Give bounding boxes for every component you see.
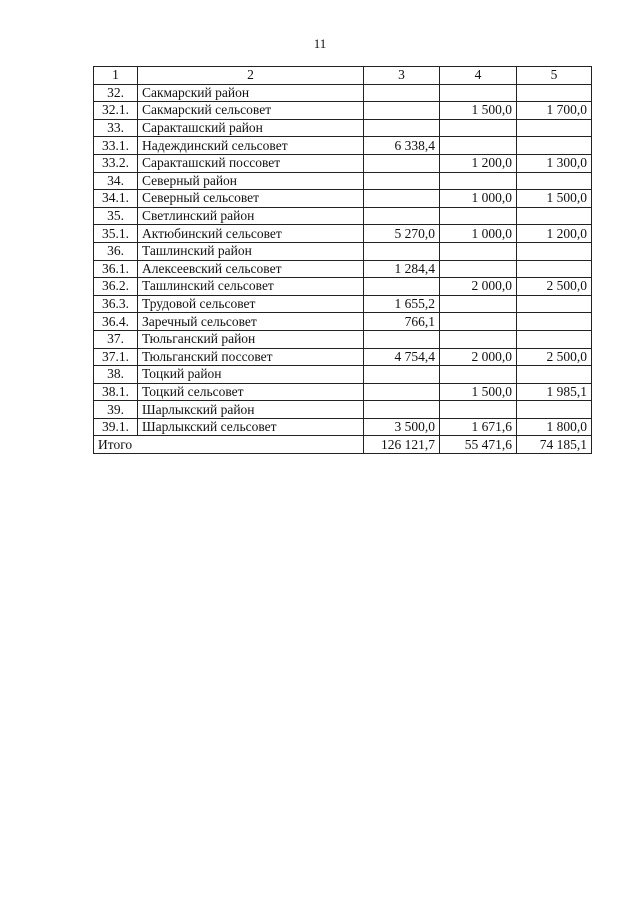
- row-col3-cell: [364, 366, 440, 384]
- total-row: [94, 436, 592, 454]
- header-cell-5: 5: [517, 67, 592, 85]
- table-row: [94, 242, 592, 260]
- row-number-cell: 34.1.: [94, 190, 138, 208]
- header-cell-3: 3: [364, 67, 440, 85]
- row-name-cell: Северный сельсовет: [138, 190, 364, 208]
- table-row: [94, 119, 592, 137]
- row-col4-cell: [440, 137, 517, 155]
- row-col5-cell: [517, 137, 592, 155]
- row-name-cell: Тоцкий сельсовет: [138, 383, 364, 401]
- row-col3-cell: [364, 102, 440, 120]
- table-row: [94, 295, 592, 313]
- row-col4-cell: [440, 366, 517, 384]
- row-col3-cell: [364, 242, 440, 260]
- row-number-cell: 38.1.: [94, 383, 138, 401]
- row-col4-cell: [440, 207, 517, 225]
- row-col4-cell: 1 000,0: [440, 190, 517, 208]
- row-name-cell: Актюбинский сельсовет: [138, 225, 364, 243]
- row-col4-cell: 1 200,0: [440, 154, 517, 172]
- row-col3-cell: 1 284,4: [364, 260, 440, 278]
- row-col3-cell: [364, 172, 440, 190]
- row-col5-cell: [517, 295, 592, 313]
- row-number-cell: 37.1.: [94, 348, 138, 366]
- table-body: [94, 67, 592, 454]
- row-number-cell: 36.4.: [94, 313, 138, 331]
- row-col5-cell: [517, 84, 592, 102]
- row-name-cell: Надеждинский сельсовет: [138, 137, 364, 155]
- row-number-cell: 37.: [94, 330, 138, 348]
- row-number-cell: 33.: [94, 119, 138, 137]
- row-col4-cell: 1 000,0: [440, 225, 517, 243]
- row-col4-cell: 1 500,0: [440, 102, 517, 120]
- row-number-cell: 39.1.: [94, 418, 138, 436]
- table-row: [94, 137, 592, 155]
- table-row: [94, 84, 592, 102]
- row-col5-cell: [517, 207, 592, 225]
- table-row: [94, 102, 592, 120]
- row-number-cell: 36.: [94, 242, 138, 260]
- row-col3-cell: 766,1: [364, 313, 440, 331]
- row-name-cell: Алексеевский сельсовет: [138, 260, 364, 278]
- row-col3-cell: [364, 207, 440, 225]
- row-col5-cell: 1 985,1: [517, 383, 592, 401]
- row-col4-cell: 1 500,0: [440, 383, 517, 401]
- row-number-cell: 34.: [94, 172, 138, 190]
- table-row: [94, 172, 592, 190]
- row-col4-cell: 2 000,0: [440, 278, 517, 296]
- table-header-row: [94, 67, 592, 85]
- row-col4-cell: [440, 401, 517, 419]
- row-col5-cell: [517, 119, 592, 137]
- table-row: [94, 401, 592, 419]
- table-row: [94, 207, 592, 225]
- row-col5-cell: 1 700,0: [517, 102, 592, 120]
- row-col5-cell: 1 300,0: [517, 154, 592, 172]
- row-col3-cell: 6 338,4: [364, 137, 440, 155]
- table-row: [94, 154, 592, 172]
- row-col4-cell: [440, 330, 517, 348]
- row-name-cell: Светлинский район: [138, 207, 364, 225]
- row-col5-cell: [517, 401, 592, 419]
- row-col5-cell: [517, 366, 592, 384]
- row-name-cell: Саракташский поссовет: [138, 154, 364, 172]
- row-col5-cell: 1 800,0: [517, 418, 592, 436]
- row-col5-cell: [517, 313, 592, 331]
- header-cell-4: 4: [440, 67, 517, 85]
- row-col3-cell: [364, 330, 440, 348]
- row-number-cell: 36.1.: [94, 260, 138, 278]
- row-col3-cell: [364, 154, 440, 172]
- row-number-cell: 38.: [94, 366, 138, 384]
- row-col4-cell: 2 000,0: [440, 348, 517, 366]
- total-c3-cell: 126 121,7: [364, 436, 440, 454]
- row-name-cell: Ташлинский район: [138, 242, 364, 260]
- row-number-cell: 36.3.: [94, 295, 138, 313]
- row-name-cell: Тюльганский поссовет: [138, 348, 364, 366]
- total-label: Итого: [94, 436, 364, 454]
- row-number-cell: 35.1.: [94, 225, 138, 243]
- row-col5-cell: 1 500,0: [517, 190, 592, 208]
- row-col4-cell: [440, 313, 517, 331]
- row-col4-cell: [440, 295, 517, 313]
- row-name-cell: Сакмарский район: [138, 84, 364, 102]
- table-row: [94, 366, 592, 384]
- row-name-cell: Заречный сельсовет: [138, 313, 364, 331]
- row-name-cell: Тюльганский район: [138, 330, 364, 348]
- page-number: 11: [313, 36, 327, 51]
- row-name-cell: Шарлыкский район: [138, 401, 364, 419]
- row-name-cell: Северный район: [138, 172, 364, 190]
- row-col4-cell: [440, 260, 517, 278]
- row-col4-cell: [440, 172, 517, 190]
- header-cell-2: 2: [138, 67, 364, 85]
- row-col5-cell: [517, 260, 592, 278]
- row-col5-cell: 2 500,0: [517, 348, 592, 366]
- table-row: [94, 278, 592, 296]
- row-col3-cell: [364, 278, 440, 296]
- row-col4-cell: 1 671,6: [440, 418, 517, 436]
- total-c5-cell: 74 185,1: [517, 436, 592, 454]
- row-number-cell: 35.: [94, 207, 138, 225]
- row-col5-cell: [517, 242, 592, 260]
- table-row: [94, 313, 592, 331]
- row-col3-cell: 4 754,4: [364, 348, 440, 366]
- row-name-cell: Сакмарский сельсовет: [138, 102, 364, 120]
- row-col5-cell: [517, 172, 592, 190]
- row-col3-cell: [364, 383, 440, 401]
- row-col3-cell: [364, 84, 440, 102]
- table-row: [94, 260, 592, 278]
- row-number-cell: 33.2.: [94, 154, 138, 172]
- total-c4-cell: 55 471,6: [440, 436, 517, 454]
- row-name-cell: Тоцкий район: [138, 366, 364, 384]
- table-row: [94, 383, 592, 401]
- table-row: [94, 225, 592, 243]
- table-row: [94, 418, 592, 436]
- row-name-cell: Саракташский район: [138, 119, 364, 137]
- data-table: [93, 66, 592, 454]
- row-number-cell: 36.2.: [94, 278, 138, 296]
- row-name-cell: Ташлинский сельсовет: [138, 278, 364, 296]
- table-row: [94, 330, 592, 348]
- row-col3-cell: 1 655,2: [364, 295, 440, 313]
- row-col3-cell: 3 500,0: [364, 418, 440, 436]
- row-number-cell: 33.1.: [94, 137, 138, 155]
- row-col3-cell: [364, 401, 440, 419]
- row-col3-cell: [364, 190, 440, 208]
- row-col5-cell: 2 500,0: [517, 278, 592, 296]
- row-number-cell: 39.: [94, 401, 138, 419]
- row-name-cell: Трудовой сельсовет: [138, 295, 364, 313]
- table-row: [94, 348, 592, 366]
- row-col3-cell: 5 270,0: [364, 225, 440, 243]
- row-name-cell: Шарлыкский сельсовет: [138, 418, 364, 436]
- row-number-cell: 32.: [94, 84, 138, 102]
- table-row: [94, 190, 592, 208]
- row-col4-cell: [440, 119, 517, 137]
- row-col4-cell: [440, 84, 517, 102]
- row-col3-cell: [364, 119, 440, 137]
- header-cell-1: 1: [94, 67, 138, 85]
- row-col4-cell: [440, 242, 517, 260]
- row-col5-cell: [517, 330, 592, 348]
- row-col5-cell: 1 200,0: [517, 225, 592, 243]
- row-number-cell: 32.1.: [94, 102, 138, 120]
